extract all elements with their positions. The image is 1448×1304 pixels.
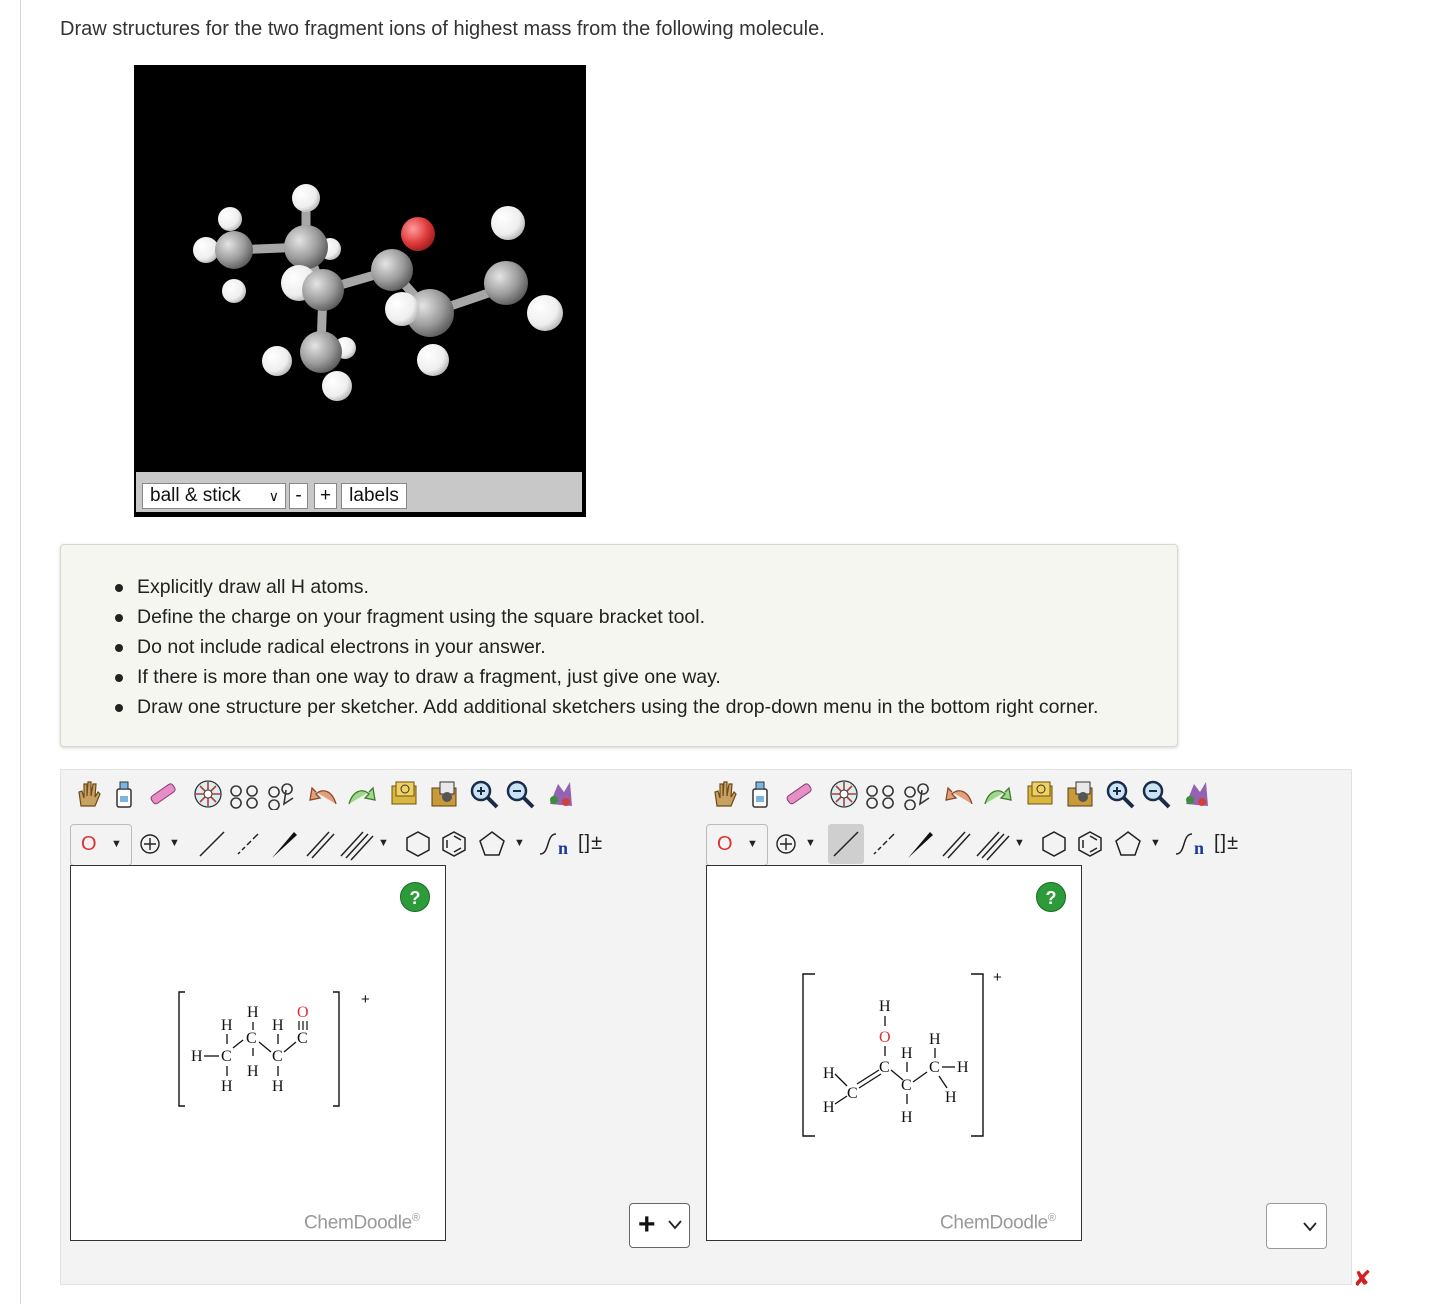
triangle-down-icon: ▼ xyxy=(169,837,180,849)
chevron-down-icon xyxy=(1303,1222,1317,1232)
undo-icon[interactable] xyxy=(308,778,340,810)
svg-text:C: C xyxy=(246,1030,257,1047)
svg-text:H: H xyxy=(221,1078,233,1095)
clean-icon[interactable] xyxy=(544,778,576,810)
templates-icon[interactable] xyxy=(388,778,420,810)
bracket-charge-tool[interactable] xyxy=(1210,824,1246,864)
svg-text:H: H xyxy=(247,1004,259,1021)
hydrogen-atom xyxy=(385,292,419,326)
atom-label-dropdown[interactable] xyxy=(70,824,132,866)
svg-text:H: H xyxy=(823,1099,835,1116)
svg-text:H: H xyxy=(247,1063,259,1080)
carbon-atom xyxy=(484,261,528,305)
left-border xyxy=(20,0,21,1304)
zoom-in-icon[interactable] xyxy=(1104,778,1136,810)
hydrogen-atom xyxy=(222,279,246,303)
chevron-down-icon: ∨ xyxy=(268,488,279,504)
polymer-label: n xyxy=(558,838,569,858)
svg-text:O: O xyxy=(297,1004,309,1021)
hydrogen-atom xyxy=(218,207,242,231)
zoom-in-icon[interactable] xyxy=(468,778,500,810)
benzene-tool[interactable] xyxy=(436,824,472,864)
double-bond-icon xyxy=(938,824,974,864)
svg-text:H: H xyxy=(957,1059,969,1076)
instruction-item: If there is more than one way to draw a fragment, just give one way. xyxy=(113,662,1098,692)
bracket-label: []± xyxy=(1214,832,1240,854)
hashed-bond-icon xyxy=(866,824,902,864)
zoom-out-icon[interactable] xyxy=(1140,778,1172,810)
svg-text:C: C xyxy=(929,1059,940,1076)
add-sketcher-button[interactable] xyxy=(629,1203,690,1248)
triangle-down-icon: ▼ xyxy=(378,837,389,849)
sketcher-menu-dropdown[interactable] xyxy=(1266,1203,1327,1249)
instruction-item: Explicitly draw all H atoms. xyxy=(113,572,1098,602)
hydrogen-atom xyxy=(527,295,563,331)
charge-label: + xyxy=(993,969,1002,986)
atom-label-dropdown[interactable] xyxy=(706,824,768,866)
atom-label: O xyxy=(717,833,733,855)
bracket-charge-tool[interactable] xyxy=(574,824,610,864)
dashed-bond-tool[interactable] xyxy=(230,824,266,864)
polymer-label: n xyxy=(1194,838,1205,858)
cyclopentane-tool[interactable] xyxy=(1110,824,1164,864)
hydrogen-atom xyxy=(292,184,320,212)
svg-text:H: H xyxy=(272,1017,284,1034)
double-bond-tool[interactable] xyxy=(938,824,974,864)
svg-text:C: C xyxy=(221,1048,232,1065)
clean-icon[interactable] xyxy=(1180,778,1212,810)
polymer-tool[interactable] xyxy=(536,824,572,864)
open-icon[interactable] xyxy=(1064,778,1096,810)
polymer-tool[interactable] xyxy=(1172,824,1208,864)
cyclopentane-tool[interactable] xyxy=(474,824,528,864)
triangle-down-icon: ▼ xyxy=(514,837,525,849)
fragment-1-structure[interactable] xyxy=(171,984,371,1114)
svg-text:C: C xyxy=(297,1030,308,1047)
carbon-atom xyxy=(302,269,344,311)
hydrogen-atom xyxy=(262,346,292,376)
bracket-label: []± xyxy=(578,832,604,854)
zoom-out-icon[interactable] xyxy=(504,778,536,810)
svg-text:H: H xyxy=(945,1089,957,1106)
single-bond-icon xyxy=(828,824,864,864)
zoom-in-button[interactable]: + xyxy=(314,483,337,509)
charge-label: + xyxy=(361,991,370,1008)
benzene-icon xyxy=(1072,824,1108,864)
charge-tool[interactable] xyxy=(770,824,816,864)
display-style-select[interactable] xyxy=(142,483,286,509)
instructions-list xyxy=(113,572,1098,722)
triangle-down-icon: ▼ xyxy=(805,837,816,849)
cyclohexane-tool[interactable] xyxy=(1036,824,1072,864)
clear-icon[interactable] xyxy=(108,778,140,810)
wedge-bond-icon xyxy=(266,824,302,864)
svg-text:C: C xyxy=(847,1085,858,1102)
cyclohexane-tool[interactable] xyxy=(400,824,436,864)
molecule-3d-viewer[interactable] xyxy=(134,65,586,517)
hexagon-icon xyxy=(1036,824,1072,864)
hydrogen-atom xyxy=(491,206,525,240)
instruction-item: Do not include radical electrons in your answer. xyxy=(113,632,1098,662)
single-bond-icon xyxy=(194,824,230,864)
triangle-down-icon: ▼ xyxy=(111,838,122,850)
chevron-down-icon xyxy=(668,1220,682,1230)
single-bond-tool[interactable] xyxy=(828,824,864,864)
chemdoodle-logo: ChemDoodle® xyxy=(940,1212,1056,1234)
zoom-out-button[interactable]: - xyxy=(289,483,308,509)
hand-icon[interactable] xyxy=(708,778,740,810)
sketcher-2-canvas[interactable] xyxy=(706,865,1082,1241)
benzene-icon xyxy=(436,824,472,864)
fragment-2-structure[interactable] xyxy=(797,966,1027,1146)
triangle-down-icon: ▼ xyxy=(1014,837,1025,849)
pentagon-icon xyxy=(1110,824,1146,864)
hydrogen-atom xyxy=(322,371,352,401)
center-icon[interactable] xyxy=(192,778,224,810)
atom-label: O xyxy=(81,833,97,855)
svg-text:C: C xyxy=(272,1048,283,1065)
hashed-bond-icon xyxy=(230,824,266,864)
wedge-bond-tool[interactable] xyxy=(266,824,302,864)
plus-circle-icon xyxy=(774,832,798,856)
flip-horizontal-icon[interactable] xyxy=(864,778,896,810)
svg-text:H: H xyxy=(901,1045,913,1062)
svg-text:O: O xyxy=(879,1029,891,1046)
eraser-icon[interactable] xyxy=(782,778,814,810)
incorrect-icon: ✘ xyxy=(1353,1266,1372,1291)
flip-vertical-icon[interactable] xyxy=(265,778,297,810)
svg-text:C: C xyxy=(879,1059,890,1076)
double-bond-tool[interactable] xyxy=(302,824,338,864)
triple-bond-tool[interactable] xyxy=(338,824,392,864)
help-icon[interactable]: ? xyxy=(1036,882,1066,912)
undo-icon[interactable] xyxy=(944,778,976,810)
chemdoodle-logo: ChemDoodle® xyxy=(304,1212,420,1234)
carbon-atom xyxy=(371,249,413,291)
sketcher-1-canvas[interactable] xyxy=(70,865,446,1241)
center-icon[interactable] xyxy=(828,778,860,810)
flip-horizontal-icon[interactable] xyxy=(228,778,260,810)
carbon-atom xyxy=(300,331,342,373)
open-icon[interactable] xyxy=(428,778,460,810)
svg-text:H: H xyxy=(901,1109,913,1126)
svg-text:H: H xyxy=(879,998,891,1015)
benzene-tool[interactable] xyxy=(1072,824,1108,864)
svg-text:H: H xyxy=(929,1031,941,1048)
carbon-atom xyxy=(284,225,328,269)
redo-icon[interactable] xyxy=(345,778,377,810)
dashed-bond-tool[interactable] xyxy=(866,824,902,864)
eraser-icon[interactable] xyxy=(146,778,178,810)
redo-icon[interactable] xyxy=(981,778,1013,810)
carbon-atom xyxy=(215,231,253,269)
svg-text:C: C xyxy=(901,1077,912,1094)
viewer-controls xyxy=(136,472,582,512)
molecule-model[interactable] xyxy=(134,65,586,472)
svg-text:H: H xyxy=(221,1017,233,1034)
pentagon-icon xyxy=(474,824,510,864)
labels-button[interactable]: labels xyxy=(341,483,407,509)
triangle-down-icon: ▼ xyxy=(1150,837,1161,849)
svg-text:H: H xyxy=(823,1065,835,1082)
single-bond-tool[interactable] xyxy=(194,824,230,864)
instruction-item: Define the charge on your fragment using the square bracket tool. xyxy=(113,602,1098,632)
templates-icon[interactable] xyxy=(1024,778,1056,810)
plus-icon: + xyxy=(638,1208,656,1241)
clear-icon[interactable] xyxy=(744,778,776,810)
wedge-bond-icon xyxy=(902,824,938,864)
display-style-value: ball & stick xyxy=(150,485,241,506)
instructions-box xyxy=(60,544,1178,747)
help-icon[interactable]: ? xyxy=(400,882,430,912)
svg-text:H: H xyxy=(272,1078,284,1095)
triple-bond-icon xyxy=(338,824,374,864)
plus-circle-icon xyxy=(138,832,162,856)
hand-icon[interactable] xyxy=(72,778,104,810)
flip-vertical-icon[interactable] xyxy=(901,778,933,810)
triple-bond-icon xyxy=(974,824,1010,864)
instruction-item: Draw one structure per sketcher. Add additional sketchers using the drop-down menu in the bottom right corner. xyxy=(113,692,1098,722)
double-bond-icon xyxy=(302,824,338,864)
hexagon-icon xyxy=(400,824,436,864)
hydrogen-atom xyxy=(417,344,449,376)
oxygen-atom xyxy=(401,217,435,251)
wedge-bond-tool[interactable] xyxy=(902,824,938,864)
svg-text:H: H xyxy=(191,1048,203,1065)
triple-bond-tool[interactable] xyxy=(974,824,1028,864)
triangle-down-icon: ▼ xyxy=(747,838,758,850)
question-text: Draw structures for the two fragment ions of highest mass from the following molecule. xyxy=(60,18,825,40)
charge-tool[interactable] xyxy=(134,824,180,864)
